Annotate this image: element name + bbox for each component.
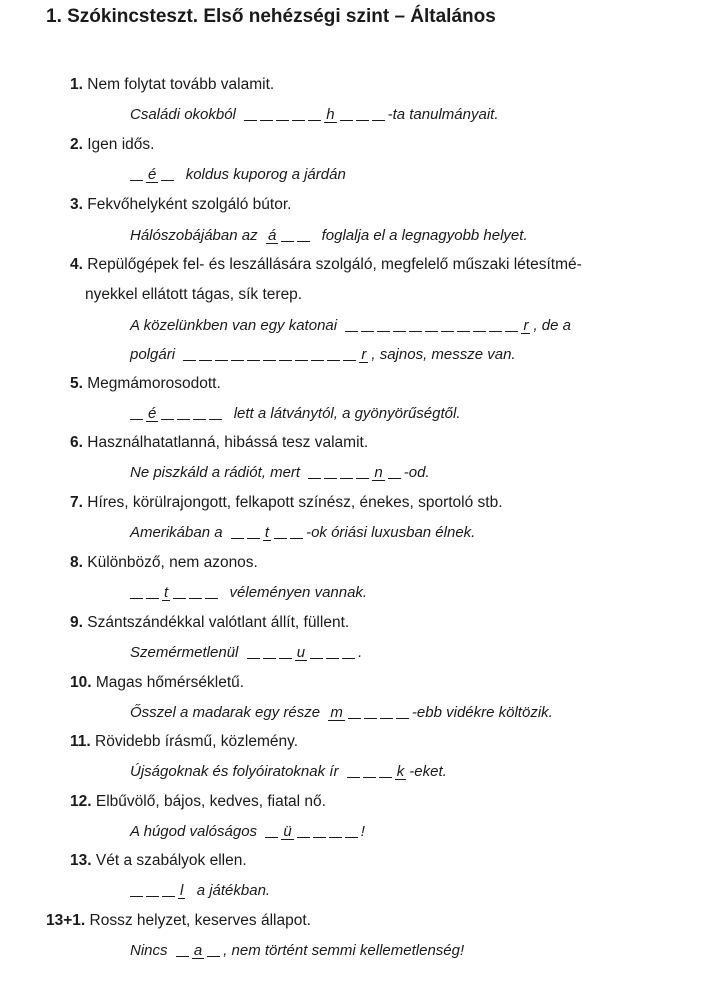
blank-dash <box>244 120 257 121</box>
blank-dash <box>176 956 189 957</box>
question-definition <box>70 554 258 572</box>
blank-dash <box>130 896 143 897</box>
blank-dash <box>377 331 390 332</box>
blank-dash <box>130 419 143 420</box>
example-sentence <box>130 584 367 601</box>
definition-continuation: nyekkel ellátott tágas, sík terep. <box>85 286 303 303</box>
blank-dash <box>324 478 337 479</box>
answer-blank[interactable] <box>231 524 306 539</box>
blank-dash <box>260 120 273 121</box>
blank-dash <box>329 837 342 838</box>
definition-text: Elbűvölő, bájos, kedves, fiatal nő. <box>95 793 326 810</box>
example-sentence <box>130 464 430 481</box>
hint-letter: r <box>523 317 529 334</box>
sentence-start: polgári <box>130 346 176 363</box>
blank-dash <box>388 478 401 479</box>
question-definition <box>46 912 311 930</box>
answer-blank[interactable] <box>130 405 225 420</box>
example-sentence <box>130 763 447 780</box>
sentence-end: -ebb vidékre költözik. <box>411 704 553 721</box>
blank-dash <box>146 598 159 599</box>
blank-dash <box>340 478 353 479</box>
hint-letter: a <box>193 942 203 959</box>
blank-dash <box>340 120 353 121</box>
blank-dash <box>425 331 438 332</box>
question-definition <box>70 793 326 811</box>
answer-blank[interactable] <box>183 346 371 361</box>
hint-letter: t <box>164 584 169 601</box>
example-sentence <box>130 704 553 721</box>
blank-dash <box>189 598 202 599</box>
question-number: 8. <box>70 554 83 571</box>
question-number: 7. <box>70 494 83 511</box>
blank-dash <box>308 478 321 479</box>
definition-text: Repülőgépek fel- és leszállására szolgáló, megfelelő műszaki létesítmé- <box>87 256 582 273</box>
blank-dash <box>345 837 358 838</box>
question-number: 5. <box>70 375 83 392</box>
sentence-end: , nem történt semmi kellemetlenség! <box>223 942 465 959</box>
blank-dash <box>295 360 308 361</box>
question-definition <box>70 375 221 393</box>
blank-dash <box>146 896 159 897</box>
hint-letter: r <box>361 346 367 363</box>
blank-dash <box>409 331 422 332</box>
blank-dash <box>247 360 260 361</box>
blank-dash <box>393 331 406 332</box>
blank-dash <box>356 120 369 121</box>
question-definition <box>70 196 291 214</box>
example-sentence <box>130 524 475 541</box>
definition-text: Igen idős. <box>87 136 155 153</box>
question-number: 12. <box>70 793 92 810</box>
hint-letter: ü <box>283 823 292 840</box>
example-sentence <box>130 882 270 899</box>
blank-dash <box>310 658 323 659</box>
question-definition <box>70 614 349 632</box>
hint-letter: m <box>330 704 343 721</box>
hint-letter: l <box>180 882 184 899</box>
blank-dash <box>372 120 385 121</box>
question-definition <box>70 76 274 94</box>
blank-dash <box>396 718 409 719</box>
answer-blank[interactable] <box>347 763 410 778</box>
hint-letter: é <box>148 405 157 422</box>
answer-blank[interactable] <box>308 464 403 479</box>
sentence-start: Ne piszkáld a rádiót, mert <box>130 464 301 481</box>
blank-dash <box>274 538 287 539</box>
example-sentence <box>130 106 498 123</box>
blank-dash <box>231 538 244 539</box>
blank-dash <box>297 837 310 838</box>
definition-text: Híres, körülrajongott, felkapott színész, énekes, sportoló stb. <box>87 494 503 511</box>
blank-dash <box>308 120 321 121</box>
blank-dash <box>380 718 393 719</box>
blank-dash <box>347 777 360 778</box>
example-sentence <box>130 317 571 334</box>
definition-text: Különböző, nem azonos. <box>87 554 258 571</box>
blank-dash <box>193 419 206 420</box>
hint-letter: k <box>396 763 405 780</box>
sentence-end: a játékban. <box>196 882 271 899</box>
example-sentence <box>130 227 528 244</box>
blank-dash <box>130 598 143 599</box>
hint-letter: á <box>267 227 277 244</box>
blank-dash <box>205 598 218 599</box>
sentence-end: -ta tanulmányait. <box>387 106 499 123</box>
sentence-start: Nincs <box>130 942 168 959</box>
blank-dash <box>279 360 292 361</box>
question-number: 2. <box>70 136 83 153</box>
hint-letter: h <box>326 106 335 123</box>
blank-dash <box>162 896 175 897</box>
question-definition <box>70 852 247 870</box>
sentence-start: Hálószobájában az <box>130 227 258 244</box>
blank-dash <box>183 360 196 361</box>
question-number: 1. <box>70 76 83 93</box>
blank-dash <box>505 331 518 332</box>
blank-dash <box>263 360 276 361</box>
blank-dash <box>313 837 326 838</box>
sentence-end: véleményen vannak. <box>229 584 368 601</box>
answer-blank[interactable] <box>265 823 360 838</box>
definition-text: Magas hőmérsékletű. <box>95 674 245 691</box>
blank-dash <box>342 658 355 659</box>
answer-blank[interactable] <box>130 584 221 599</box>
definition-text: Rossz helyzet, keserves állapot. <box>89 912 311 929</box>
blank-dash <box>279 658 292 659</box>
question-definition <box>70 733 298 751</box>
question-definition <box>70 256 582 274</box>
blank-dash <box>292 120 305 121</box>
question-definition <box>70 136 154 154</box>
blank-dash <box>177 419 190 420</box>
answer-blank[interactable] <box>266 227 313 242</box>
example-sentence <box>130 823 365 840</box>
blank-dash <box>327 360 340 361</box>
question-definition <box>70 434 368 452</box>
sentence-end: , de a <box>533 317 571 334</box>
sentence-start: Családi okokból <box>130 106 236 123</box>
blank-dash <box>356 478 369 479</box>
blank-dash <box>457 331 470 332</box>
question-number: 10. <box>70 674 92 691</box>
definition-text: Rövidebb írásmű, közlemény. <box>95 733 299 750</box>
blank-dash <box>489 331 502 332</box>
sentence-end: foglalja el a legnagyobb helyet. <box>321 227 528 244</box>
blank-dash <box>130 180 143 181</box>
hint-letter: n <box>374 464 383 481</box>
example-sentence <box>130 166 346 183</box>
definition-text: Megmámorosodott. <box>87 375 221 392</box>
answer-blank[interactable] <box>345 317 533 332</box>
definition-text: Vét a szabályok ellen. <box>95 852 247 869</box>
blank-dash <box>348 718 361 719</box>
blank-dash <box>247 538 260 539</box>
sentence-start: Újságoknak és folyóiratoknak ír <box>130 763 339 780</box>
question-number: 13. <box>70 852 92 869</box>
blank-dash <box>161 419 174 420</box>
blank-dash <box>281 241 294 242</box>
sentence-end: . <box>358 644 363 661</box>
question-definition <box>70 494 503 512</box>
hint-letter: é <box>148 166 157 183</box>
blank-dash <box>311 360 324 361</box>
blank-dash <box>345 331 358 332</box>
blank-dash <box>173 598 186 599</box>
blank-dash <box>247 658 260 659</box>
page-title: 1. Szókincsteszt. Első nehézségi szint – Általános <box>46 6 496 27</box>
sentence-start: A közelünkben van egy katonai <box>130 317 338 334</box>
blank-dash <box>379 777 392 778</box>
answer-blank[interactable] <box>244 106 387 121</box>
blank-dash <box>326 658 339 659</box>
sentence-end: lett a látványtól, a gyönyörűségtől. <box>233 405 461 422</box>
blank-dash <box>473 331 486 332</box>
blank-dash <box>209 419 222 420</box>
blank-dash <box>361 331 374 332</box>
sentence-start: Ősszel a madarak egy része <box>130 704 321 721</box>
blank-dash <box>363 777 376 778</box>
answer-blank[interactable] <box>130 882 188 897</box>
question-number: 4. <box>70 256 83 273</box>
blank-dash <box>207 956 220 957</box>
hint-letter: t <box>264 524 270 541</box>
blank-dash <box>265 837 278 838</box>
sentence-end: , sajnos, messze van. <box>371 346 516 363</box>
blank-dash <box>364 718 377 719</box>
example-sentence <box>130 405 461 422</box>
blank-dash <box>290 538 303 539</box>
sentence-end: -od. <box>403 464 430 481</box>
sentence-end: -eket. <box>409 763 447 780</box>
blank-dash <box>263 658 276 659</box>
blank-dash <box>297 241 310 242</box>
definition-text: Nem folytat tovább valamit. <box>87 76 275 93</box>
sentence-end: ! <box>360 823 365 840</box>
sentence-start: Amerikában a <box>130 524 223 541</box>
sentence-end: koldus kuporog a járdán <box>185 166 346 183</box>
question-number: 3. <box>70 196 83 213</box>
blank-dash <box>343 360 356 361</box>
answer-blank[interactable] <box>130 166 177 181</box>
definition-text: Használhatatlanná, hibássá tesz valamit. <box>87 434 369 451</box>
definition-text: Szántszándékkal valótlant állít, füllent. <box>87 614 350 631</box>
sentence-end: -ok óriási luxusban élnek. <box>306 524 476 541</box>
question-number: 9. <box>70 614 83 631</box>
question-number: 11. <box>70 733 91 750</box>
answer-blank[interactable] <box>247 644 358 659</box>
blank-dash <box>161 180 174 181</box>
example-sentence <box>130 346 516 363</box>
question-definition <box>70 674 244 692</box>
blank-dash <box>215 360 228 361</box>
question-number: 6. <box>70 434 83 451</box>
blank-dash <box>199 360 212 361</box>
blank-dash <box>231 360 244 361</box>
example-sentence <box>130 644 362 661</box>
hint-letter: u <box>296 644 306 661</box>
answer-blank[interactable] <box>328 704 412 719</box>
definition-text: Fekvőhelyként szolgáló bútor. <box>87 196 292 213</box>
answer-blank[interactable] <box>176 942 223 957</box>
blank-dash <box>441 331 454 332</box>
question-number: 13+1. <box>46 912 86 929</box>
blank-dash <box>276 120 289 121</box>
sentence-start: Szemérmetlenül <box>130 644 239 661</box>
sentence-start: A húgod valóságos <box>130 823 258 840</box>
example-sentence <box>130 942 464 959</box>
